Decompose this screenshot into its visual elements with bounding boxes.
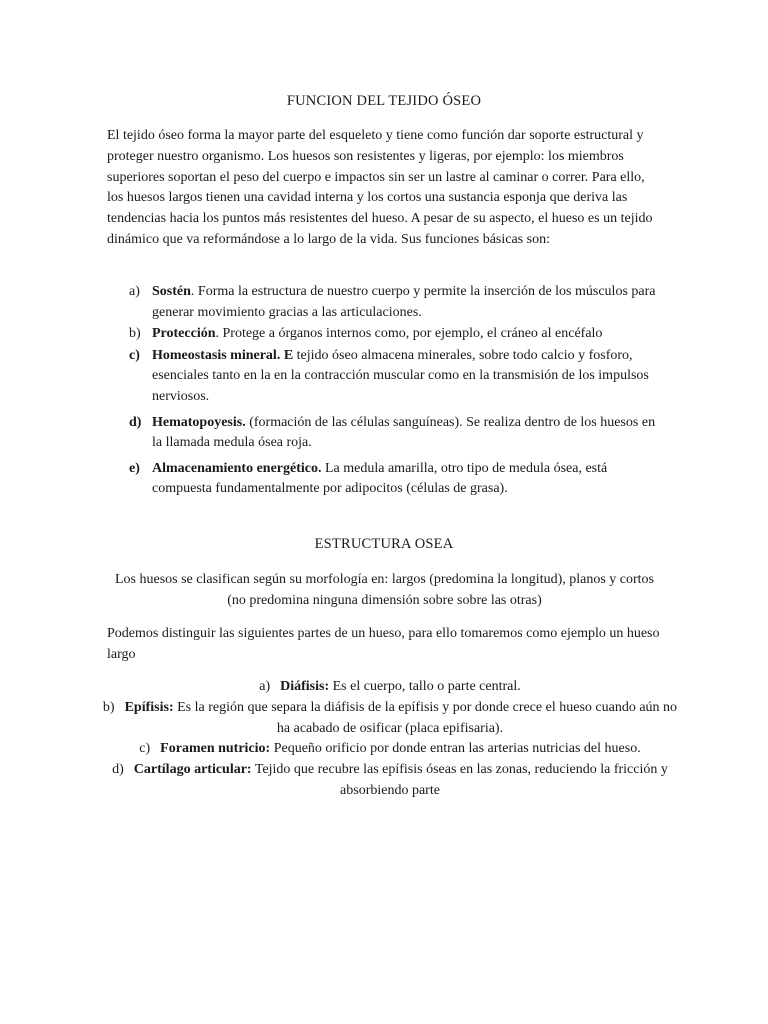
list-item <box>100 739 680 760</box>
list-text: La medula amarilla, otro tipo de medula ósea, está compuesta fundamentalmente por adipocitos (células de grasa). <box>152 460 608 497</box>
list-term: Diáfisis: <box>280 679 330 694</box>
list-marker: c) <box>129 347 140 363</box>
list-item <box>100 677 680 698</box>
section-title-funcion: FUNCION DEL TEJIDO ÓSEO <box>286 93 482 109</box>
list-term: Almacenamiento energético. <box>152 460 322 476</box>
list-marker: d) <box>112 762 124 778</box>
list-item <box>107 346 667 408</box>
list-term: Epífisis: <box>124 699 174 715</box>
list-marker: e) <box>129 460 140 476</box>
classification-paragraph: Los huesos se clasifican según su morfología en: largos (predomina la longitud), planos y cortos (no predomina ninguna dimensión sobre sobre las otras) <box>114 572 655 608</box>
parts-intro-paragraph: Podemos distinguir las siguientes partes de un hueso, para ello tomaremos como ejemplo un hueso largo <box>107 626 660 662</box>
list-text: (formación de las células sanguíneas). Se realiza dentro de los huesos en la llamada medula ósea roja. <box>152 414 656 451</box>
list-text: tejido óseo almacena minerales, sobre todo calcio y fosforo, esenciales tanto en la en la contracción muscular como en la transmisión de los impulsos nerviosos. <box>152 347 649 404</box>
list-marker: c) <box>139 741 151 757</box>
list-text: . Protege a órganos internos como, por ejemplo, el cráneo al encéfalo <box>215 326 603 342</box>
list-marker: a) <box>259 679 271 694</box>
list-item <box>107 413 667 454</box>
list-marker: d) <box>129 414 142 430</box>
list-text: Tejido que recubre las epífisis óseas en las zonas, reduciendo la fricción y absorbiendo parte <box>251 762 668 798</box>
bone-parts-list <box>100 677 680 802</box>
list-text: Es la región que separa la diáfisis de la epífisis y por donde crece el hueso cuando aún no ha acabado de osificar (placa epifisaria). <box>173 699 678 736</box>
list-item <box>100 698 680 740</box>
list-text: . Forma la estructura de nuestro cuerpo y permite la inserción de los músculos para generar movimiento gracias a las articulaciones. <box>152 284 656 320</box>
list-item <box>107 324 667 345</box>
list-text: Pequeño orificio por donde entran las arterias nutricias del hueso. <box>270 741 641 757</box>
list-marker: a) <box>129 284 140 299</box>
list-item <box>100 760 680 802</box>
list-term: Homeostasis mineral. E <box>152 347 294 363</box>
list-term: Cartílago articular: <box>133 762 252 778</box>
list-text: Es el cuerpo, tallo o parte central. <box>329 679 521 694</box>
list-term: Protección <box>152 326 216 342</box>
list-item <box>107 459 667 500</box>
list-marker: b) <box>102 699 115 715</box>
list-marker: b) <box>129 326 141 342</box>
intro-paragraph: El tejido óseo forma la mayor parte del esqueleto y tiene como función dar soporte estructural y proteger nuestro organismo. Los huesos son resistentes y ligeras, por ejemplo: los miembros superiores soportan el peso del cuerpo e impactos sin ser un lastre al caminar o correr. Para ello, los huesos largos tienen una cavidad interna y los cortos una sustancia esponja que deriva las tendencias hacia los puntos más resistentes del hueso. A pesar de su aspecto, el hueso es un tejido dinámico que va reformándose a lo largo de la vida. Sus funciones básicas son: <box>107 128 653 247</box>
functions-list <box>107 282 667 500</box>
section-title-estructura: ESTRUCTURA OSEA <box>314 536 454 552</box>
list-term: Foramen nutricio: <box>160 741 271 757</box>
list-item <box>107 282 667 323</box>
list-term: Sostén <box>152 284 191 299</box>
list-term: Hematopoyesis. <box>152 414 246 430</box>
